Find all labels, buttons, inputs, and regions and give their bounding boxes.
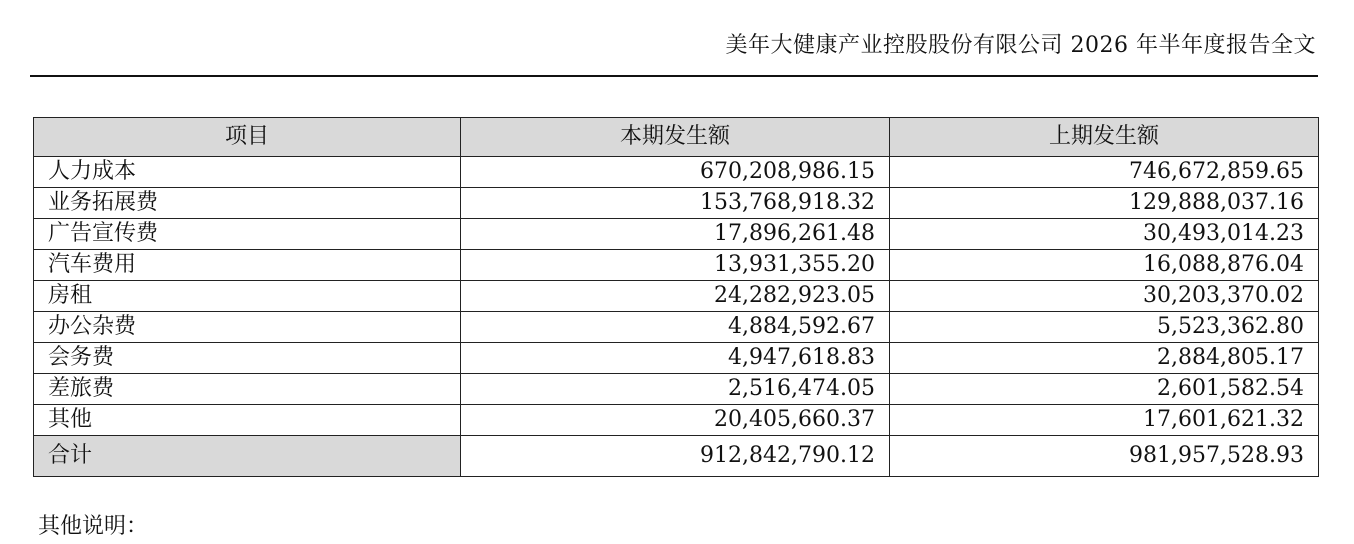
table-row [34, 219, 1319, 250]
row-previous-amount: 5,523,362.80 [890, 312, 1319, 343]
total-label: 合计 [34, 436, 461, 477]
total-current-amount: 912,842,790.12 [461, 436, 890, 477]
row-item-name: 房租 [34, 281, 461, 312]
row-previous-amount: 16,088,876.04 [890, 250, 1319, 281]
row-current-amount: 17,896,261.48 [461, 219, 890, 250]
row-current-amount: 2,516,474.05 [461, 374, 890, 405]
row-previous-amount: 30,493,014.23 [890, 219, 1319, 250]
page-header-title: 美年大健康产业控股股份有限公司 2026 年半年度报告全文 [725, 33, 1316, 58]
row-item-name: 差旅费 [34, 374, 461, 405]
table-row [34, 343, 1319, 374]
row-item-name: 其他 [34, 405, 461, 436]
row-previous-amount: 30,203,370.02 [890, 281, 1319, 312]
table-row [34, 281, 1319, 312]
table-row [34, 312, 1319, 343]
row-previous-amount: 129,888,037.16 [890, 188, 1319, 219]
table-row [34, 188, 1319, 219]
table-row [34, 405, 1319, 436]
column-header-current-period: 本期发生额 [461, 118, 890, 157]
row-item-name: 会务费 [34, 343, 461, 374]
table-row [34, 374, 1319, 405]
table-row [34, 157, 1319, 188]
row-current-amount: 153,768,918.32 [461, 188, 890, 219]
row-item-name: 人力成本 [34, 157, 461, 188]
header-divider [30, 75, 1318, 77]
table-header-row [34, 118, 1319, 157]
column-header-previous-period: 上期发生额 [890, 118, 1319, 157]
row-item-name: 业务拓展费 [34, 188, 461, 219]
row-previous-amount: 2,884,805.17 [890, 343, 1319, 374]
row-previous-amount: 746,672,859.65 [890, 157, 1319, 188]
row-previous-amount: 17,601,621.32 [890, 405, 1319, 436]
row-current-amount: 4,947,618.83 [461, 343, 890, 374]
expense-table [33, 117, 1319, 477]
row-current-amount: 13,931,355.20 [461, 250, 890, 281]
row-item-name: 办公杂费 [34, 312, 461, 343]
row-previous-amount: 2,601,582.54 [890, 374, 1319, 405]
table-row [34, 250, 1319, 281]
row-current-amount: 670,208,986.15 [461, 157, 890, 188]
row-item-name: 广告宣传费 [34, 219, 461, 250]
row-current-amount: 24,282,923.05 [461, 281, 890, 312]
row-item-name: 汽车费用 [34, 250, 461, 281]
other-notes-label: 其他说明： [38, 514, 149, 539]
row-current-amount: 4,884,592.67 [461, 312, 890, 343]
total-previous-amount: 981,957,528.93 [890, 436, 1319, 477]
row-current-amount: 20,405,660.37 [461, 405, 890, 436]
column-header-item: 项目 [34, 118, 461, 157]
table-total-row [34, 436, 1319, 477]
